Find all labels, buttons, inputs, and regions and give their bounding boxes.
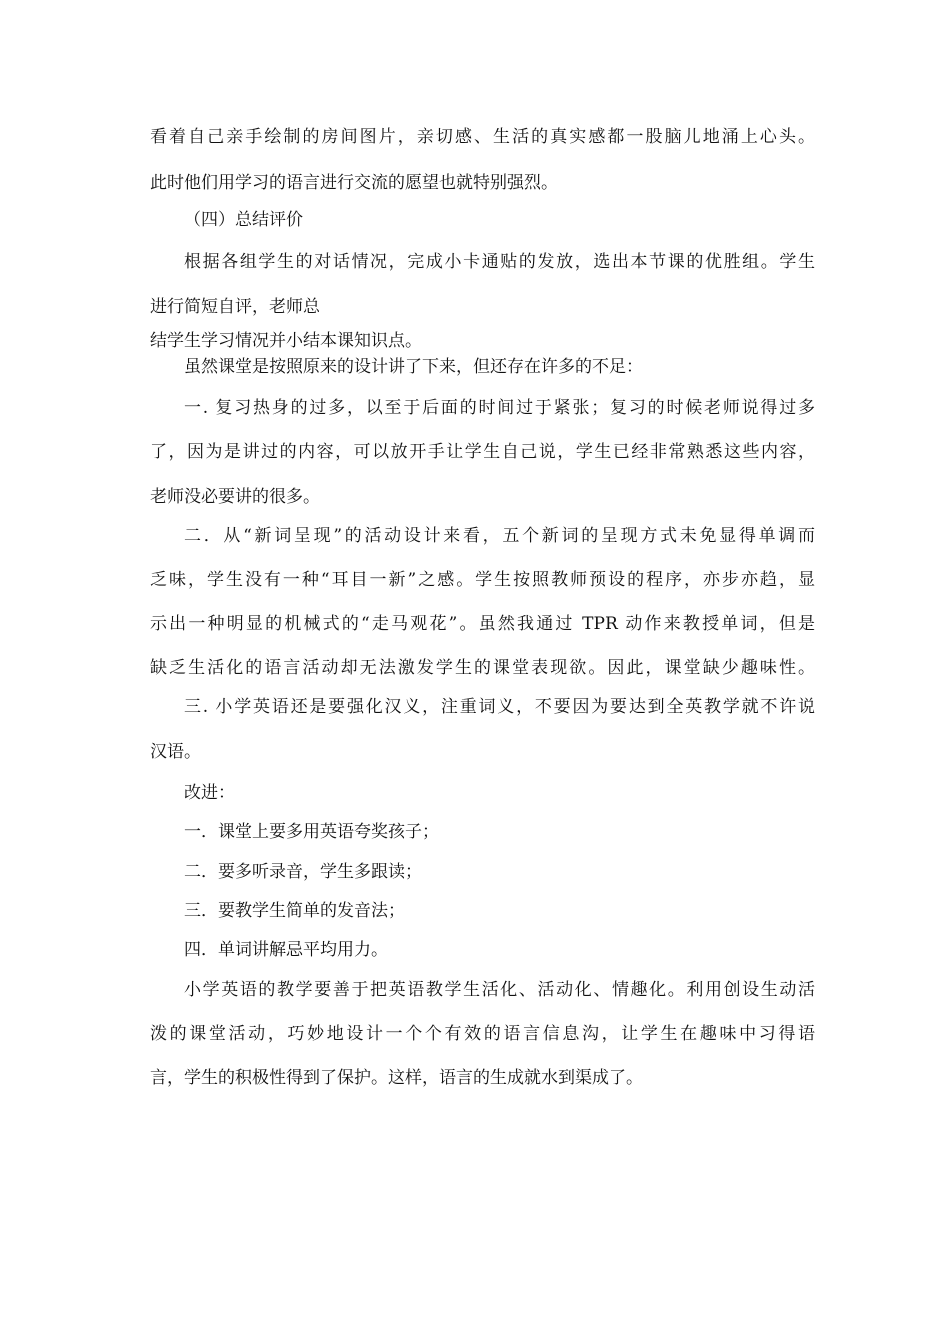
text-line: 言，学生的积极性得到了保护。这样，语言的生成就水到渠成了。 bbox=[150, 1068, 643, 1088]
text-line: 进行简短自评，老师总 bbox=[150, 297, 320, 317]
text-line: 此时他们用学习的语言进行交流的愿望也就特别强烈。 bbox=[150, 173, 558, 193]
text-line: 结学生学习情况并小结本课知识点。 bbox=[150, 331, 422, 351]
section-heading: 改进： bbox=[184, 783, 235, 803]
text-line: 小学英语的教学要善于把英语教学生活化、活动化、情趣化。利用创设生动活 bbox=[184, 980, 815, 1000]
text-line: 二．从“新词呈现”的活动设计来看，五个新词的呈现方式未免显得单调而 bbox=[184, 526, 815, 546]
text-line: 泼的课堂活动，巧妙地设计一个个有效的语言信息沟，让学生在趣味中习得语 bbox=[150, 1024, 815, 1044]
list-item: 三．要教学生简单的发音法； bbox=[184, 901, 405, 921]
text-line: 乏味，学生没有一种“耳目一新”之感。学生按照教师预设的程序，亦步亦趋，显 bbox=[150, 570, 815, 590]
text-line: 一. 复习热身的过多，以至于后面的时间过于紧张；复习的时候老师说得过多 bbox=[184, 398, 815, 418]
text-line: 缺乏生活化的语言活动却无法激发学生的课堂表现欲。因此，课堂缺少趣味性。 bbox=[150, 658, 815, 678]
text-line: 了，因为是讲过的内容，可以放开手让学生自己说，学生已经非常熟悉这些内容， bbox=[150, 442, 815, 462]
text-line: 根据各组学生的对话情况，完成小卡通贴的发放，选出本节课的优胜组。学生 bbox=[184, 252, 815, 272]
text-line: 示出一种明显的机械式的“走马观花”。虽然我通过 TPR 动作来教授单词，但是 bbox=[150, 614, 815, 634]
text-line: 三. 小学英语还是要强化汉义，注重词义，不要因为要达到全英教学就不许说 bbox=[184, 697, 815, 717]
text-line: 老师没必要讲的很多。 bbox=[150, 487, 320, 507]
list-item: 二．要多听录音，学生多跟读； bbox=[184, 862, 422, 882]
text-line: 看着自己亲手绘制的房间图片，亲切感、生活的真实感都一股脑儿地涌上心头。 bbox=[150, 127, 815, 147]
list-item: 四．单词讲解忌平均用力。 bbox=[184, 940, 388, 960]
text-line: 汉语。 bbox=[150, 742, 201, 762]
list-item: 一．课堂上要多用英语夸奖孩子； bbox=[184, 822, 439, 842]
section-heading: （四）总结评价 bbox=[184, 210, 303, 230]
text-line: 虽然课堂是按照原来的设计讲了下来，但还存在许多的不足： bbox=[184, 357, 643, 377]
